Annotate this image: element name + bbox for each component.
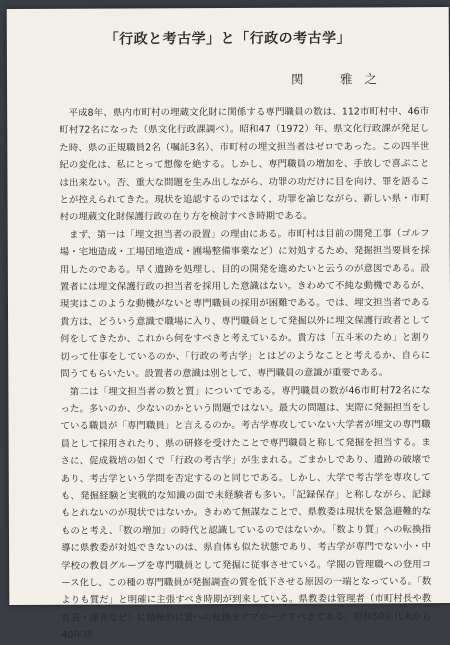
paragraph-2: まず、第一は「埋文担当者の設置」の理由にある。市町村は目前の開発工事（ゴルフ場・宅地造成・工場団地造成・圃場整備事業など）に対処するため、発掘担当要員を採用したのである。早く遺跡を処理し、目的の開発を進めたいと云うのが意図である。設置者には埋文保護行政の担当者を採用した意識はない。きわめて不純な動機であるが、現実はこのような動機がないと専門職員の採用が困難である。では、埋文担当者である貴方は、どういう意識で職場に入り、専門職員として発掘以外に埋文保護行政者として何をしてきたか、これから何をすべきと考えているか。貴方は「五斗米のため」と割り切って仕事をしているのか、「行政の考古学」とはどのようなことと考えるか、自らに問うてもらいたい。設置者の意識は別として、専門職員の意識が重要である。 [59, 227, 431, 380]
paragraph-1: 平成8年、県内市町村の埋蔵文化財に関係する専門職員の数は、112市町村中、46市町村72名になった（県文化行政課調べ）。昭和47（1972）年、県文化行政課が発足した時、県の正規職員2名（嘱託3名）、市町村の埋文担当者はゼロであった。この四半世紀の変化は、私にとって想像を絶する。しかし、専門職員の増加を、手放しで喜ぶことは出来ない。否、重大な問題を生み出しながら、功罪の功だけに目を向け、罪を語ることが控えられてきた。現状を追認するのではなく、功罪を論じながら、新しい県・市町村の埋蔵文化財保護行政の在り方を検討すべき時期である。 [59, 106, 430, 224]
article-body [59, 103, 431, 644]
author-name: 関 雅之 [290, 71, 390, 87]
paragraph-3: 第二は「埋文担当者の数と質」についてである。専門職員の数が46市町村72名になった。多いのか、少ないのかという問題ではない。最大の問題は、実際に発掘担当をしている職員が「専門職員」と言えるのか。考古学専攻していない大学者が埋文の専門職員として採用されたり、県の研修を受けたことで専門職員と称して発掘を担当する。まさに、促成栽培の如くで「行政の考古学」が生まれる。ごまかしであり、遺跡の破壊であり、考古学という学問を否定するのと同じである。しかし、大学で考古学を専攻しても、発掘経験と実戦的な知識の面で未経験者も多い。「記録保存」と称しながら、記録もとれないのが現状ではないか。きわめて無謀なことで、県教委は現状を緊急避難的なものと考え、「数の増加」の時代と認識しているのではないか。「数より質」への転換指導に県教委が対処できないのは、県自体も似た状態であり、考古学が専門でない小・中学校の教員グループを専門職員として発掘に従事させている。学閥の管理職への登用コース化し、この種の専門職員が発掘調査の質を低下させる原因の一端となっている。「数よりも質だ」と明確に主張すべき時期が到来している。県教委は管理者（市町村長や教育長・課長など）に積極的に質への転換をアプローチすべきである。昭和50年代末から40年初 [60, 384, 432, 641]
article-title: 「行政と考古学」と「行政の考古学」 [104, 30, 352, 48]
document-page [7, 7, 450, 641]
